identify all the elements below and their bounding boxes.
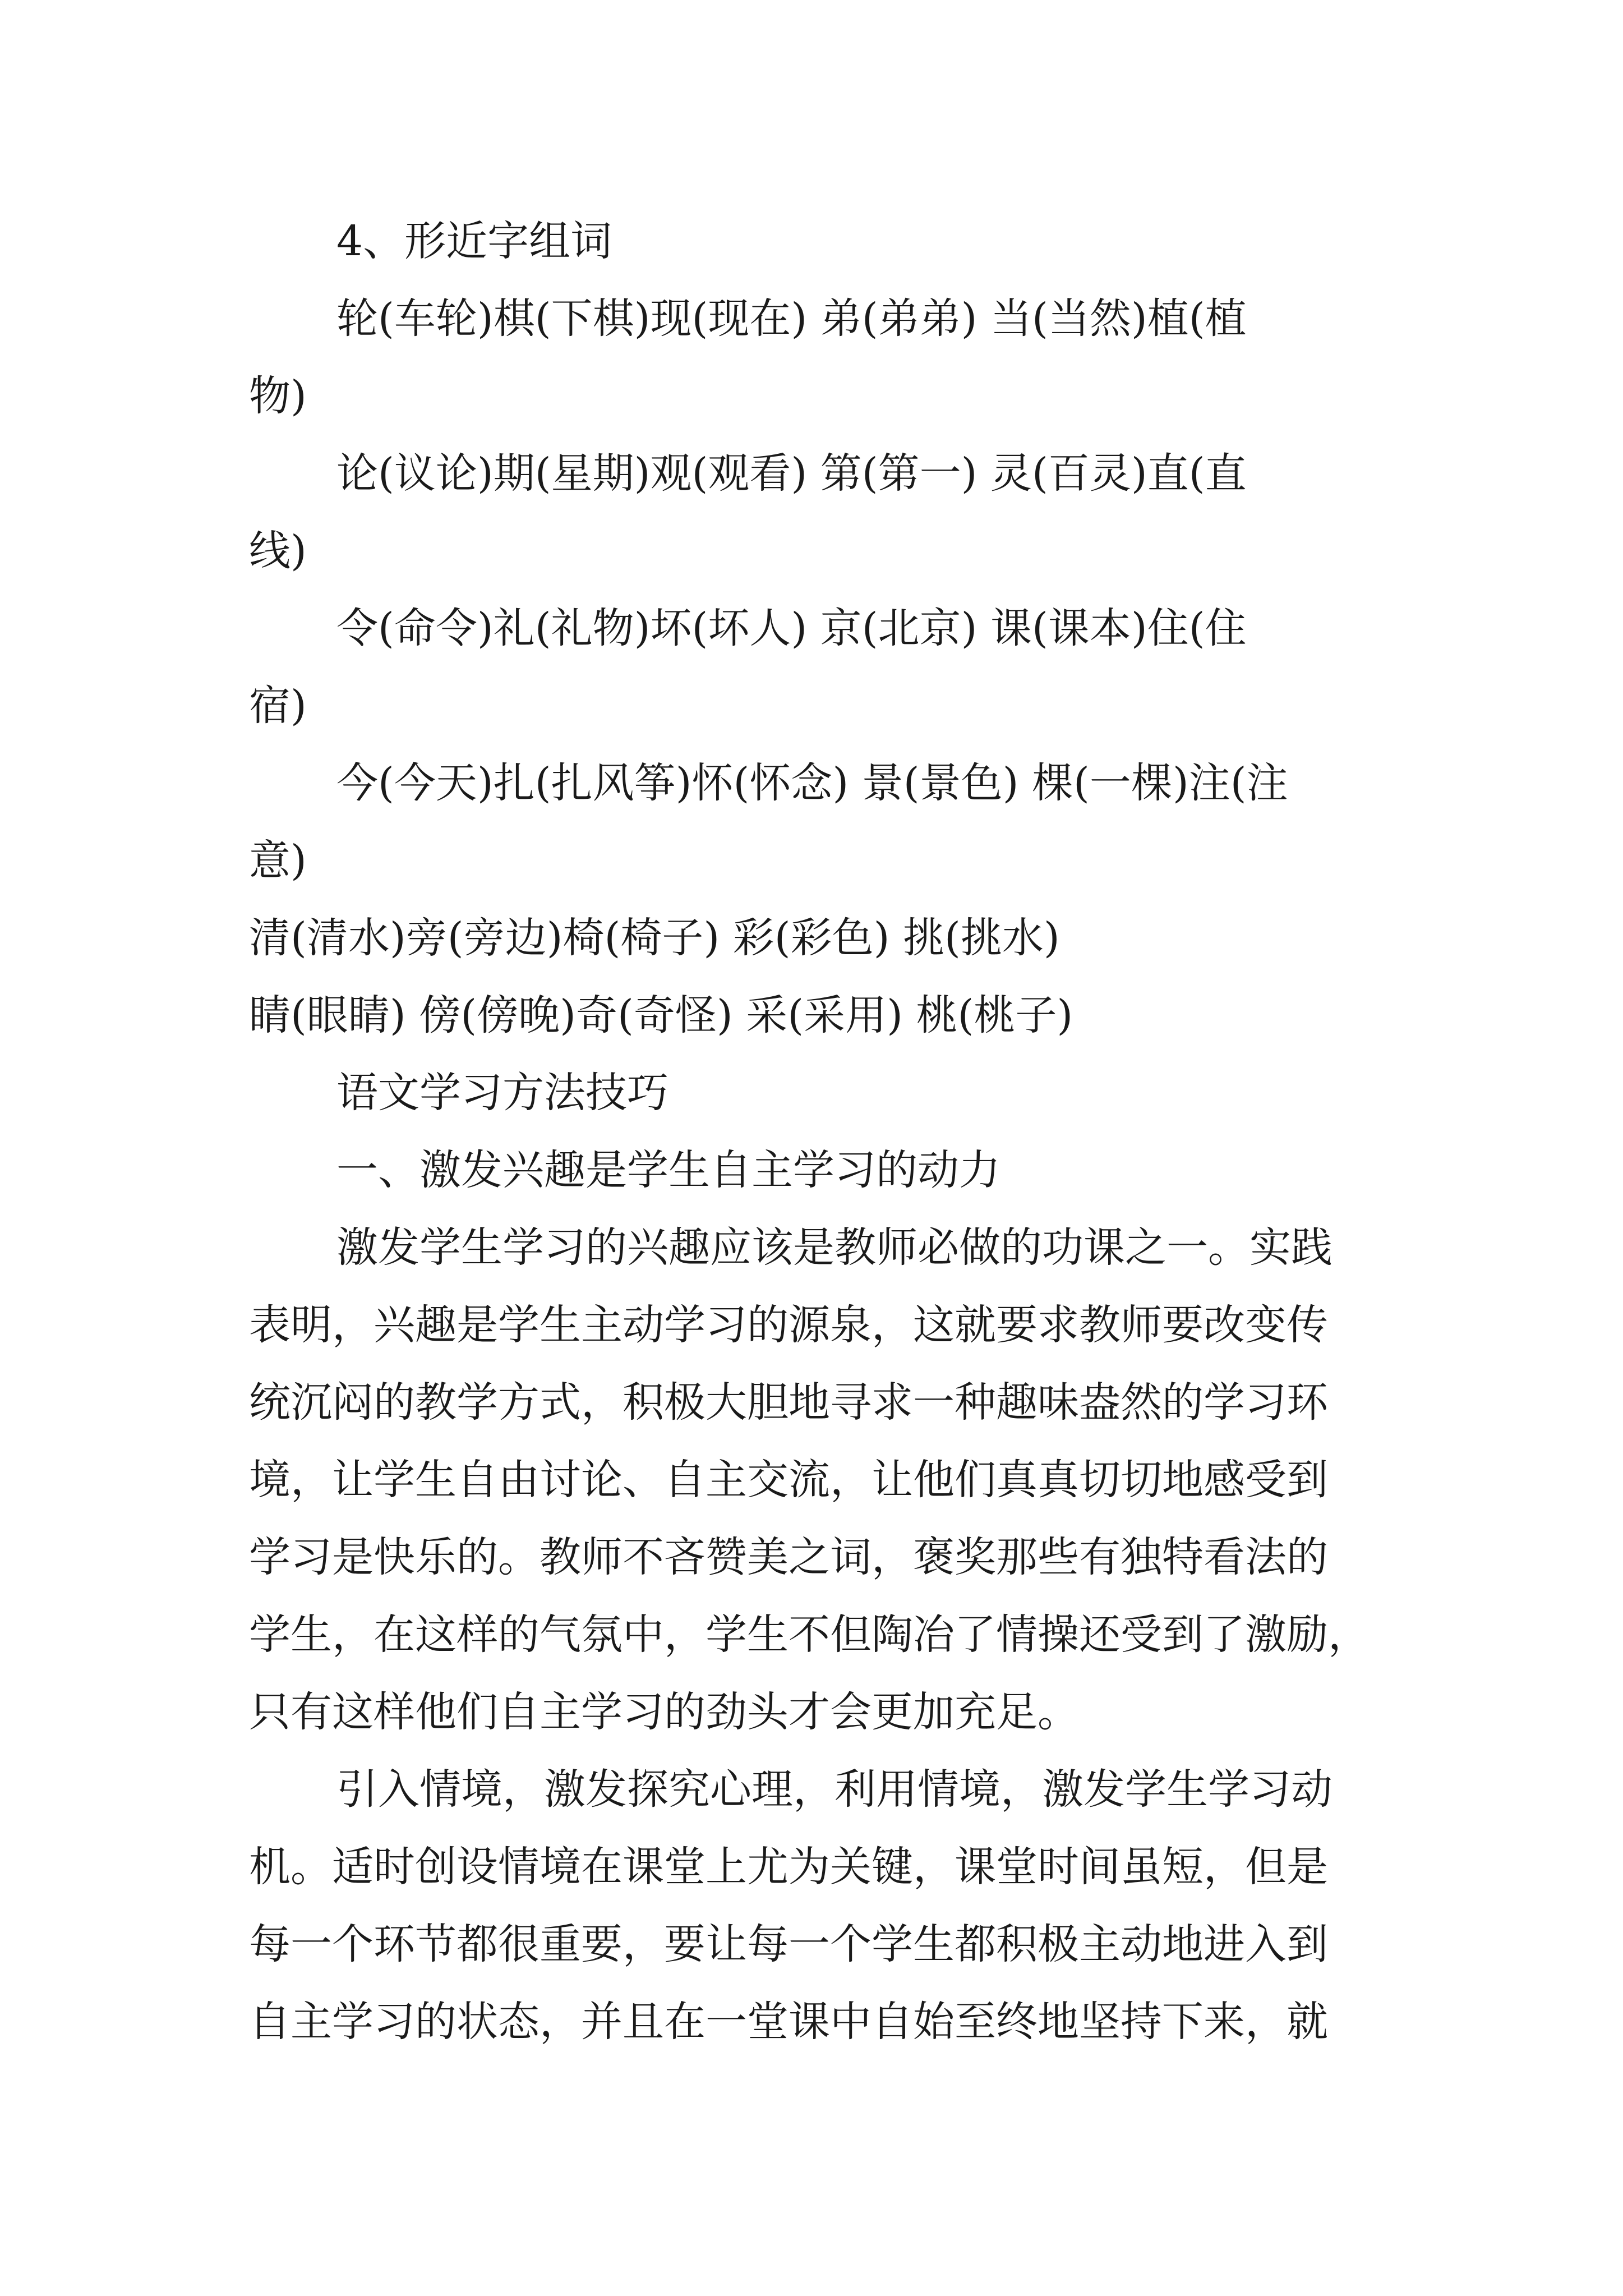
word-row-5: 清(清水)旁(旁边)椅(椅子) 彩(彩色) 挑(挑水): [249, 914, 1060, 962]
paragraph-1-line-7: 只有这样他们自主学习的劲头才会更加充足。: [249, 1688, 1079, 1736]
paragraph-1-line-4: 境，让学生自由讨论、自主交流，让他们真真切切地感受到: [249, 1456, 1328, 1504]
paragraph-1-line-5: 学习是快乐的。教师不吝赞美之词，褒奖那些有独特看法的: [249, 1533, 1328, 1581]
subheading: 一、激发兴趣是学生自主学习的动力: [336, 1146, 1000, 1194]
paragraph-1-line-2: 表明，兴趣是学生主动学习的源泉，这就要求教师要改变传: [249, 1301, 1328, 1349]
word-row-1-cont: 物): [249, 372, 307, 420]
word-row-2-cont: 线): [249, 527, 307, 575]
section-heading: 4、形近字组词: [336, 217, 612, 265]
word-row-3-cont: 宿): [249, 682, 307, 730]
paragraph-2-line-1: 引入情境，激发探究心理，利用情境，激发学生学习动: [336, 1765, 1332, 1814]
word-row-3: 令(命令)礼(礼物)坏(坏人) 京(北京) 课(课本)住(住: [336, 604, 1247, 652]
paragraph-1-line-3: 统沉闷的教学方式，积极大胆地寻求一种趣味盎然的学习环: [249, 1378, 1328, 1427]
word-row-2: 论(议论)期(星期)观(观看) 第(第一) 灵(百灵)直(直: [336, 449, 1247, 498]
word-row-4-cont: 意): [249, 836, 307, 885]
word-row-4: 今(今天)扎(扎风筝)怀(怀念) 景(景色) 棵(一棵)注(注: [336, 759, 1288, 807]
word-row-6: 睛(眼睛) 傍(傍晚)奇(奇怪) 采(采用) 桃(桃子): [249, 991, 1073, 1039]
paragraph-1-line-6: 学生，在这样的气氛中，学生不但陶冶了情操还受到了激励，: [249, 1611, 1370, 1659]
paragraph-2-line-3: 每一个环节都很重要，要让每一个学生都积极主动地进入到: [249, 1920, 1328, 1968]
paragraph-2-line-4: 自主学习的状态，并且在一堂课中自始至终地坚持下来，就: [249, 1998, 1328, 2046]
paragraph-1-line-1: 激发学生学习的兴趣应该是教师必做的功课之一。实践: [336, 1223, 1332, 1272]
word-row-1: 轮(车轮)棋(下棋)现(现在) 弟(弟弟) 当(当然)植(植: [336, 295, 1247, 343]
article-title: 语文学习方法技巧: [336, 1069, 668, 1117]
paragraph-2-line-2: 机。适时创设情境在课堂上尤为关键，课堂时间虽短，但是: [249, 1843, 1328, 1891]
